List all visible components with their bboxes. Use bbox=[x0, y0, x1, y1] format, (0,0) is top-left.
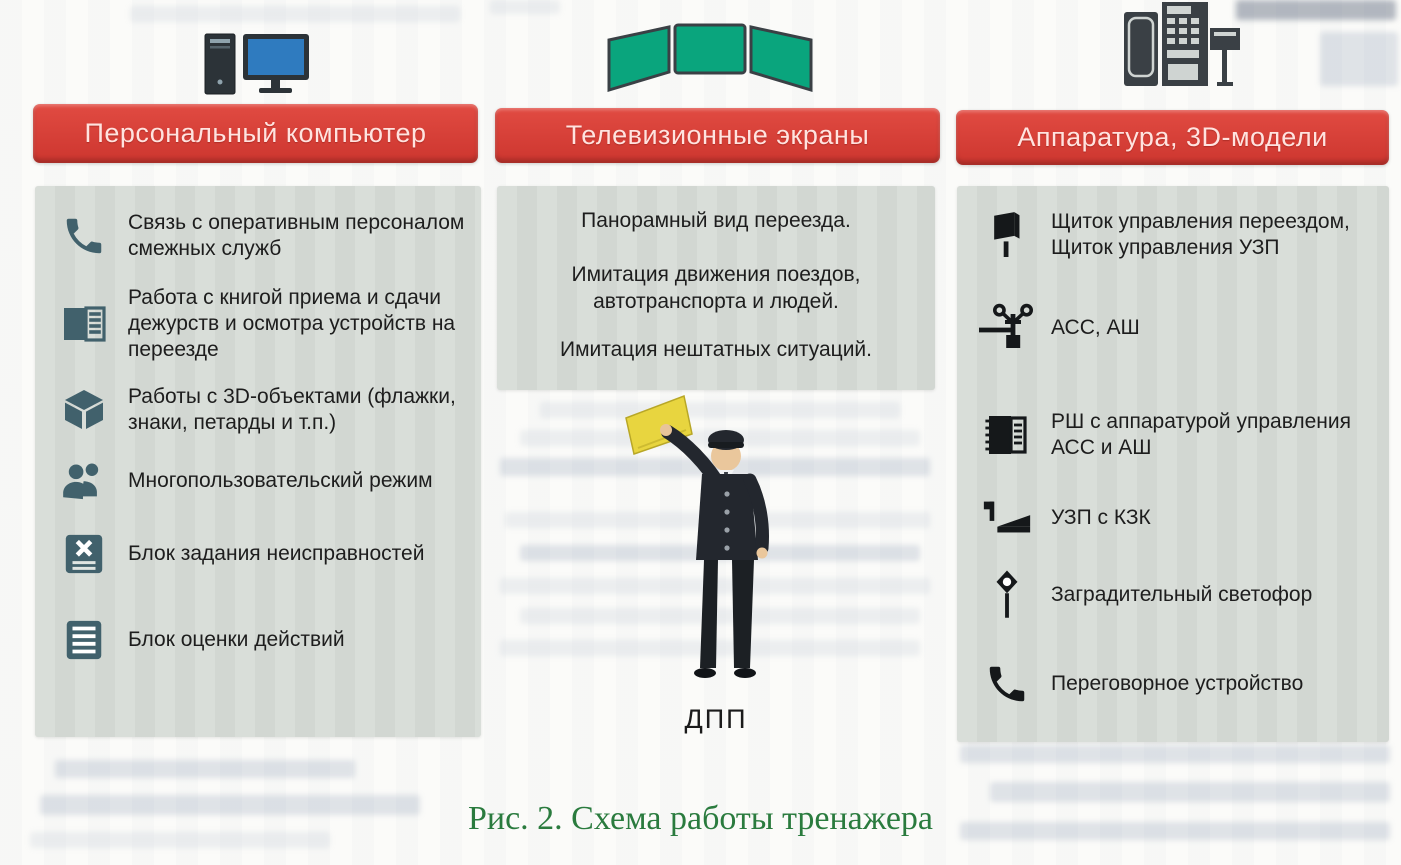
screens-feature-list bbox=[497, 208, 935, 363]
figure-caption: Рис. 2. Схема работы тренажера bbox=[467, 800, 933, 837]
item-text: Панорамный вид переезда. bbox=[581, 209, 851, 232]
column-header-hardware bbox=[956, 110, 1389, 165]
item-text: Блок оценки действий bbox=[128, 627, 345, 651]
scan-bleed-line bbox=[960, 745, 1390, 763]
scan-bleed-line bbox=[1320, 32, 1398, 86]
crossing-signal-icon bbox=[975, 303, 1039, 353]
item-text: Щиток управления переездом, Щиток управления УЗП bbox=[1051, 209, 1350, 259]
scan-bleed-line bbox=[55, 760, 355, 778]
item-text: Многопользовательский режим bbox=[128, 468, 433, 492]
item-text: АСС, АШ bbox=[1051, 315, 1140, 339]
scan-bleed-line bbox=[1236, 0, 1396, 20]
list-item bbox=[52, 280, 470, 368]
list-item bbox=[52, 606, 470, 674]
column-header-pc bbox=[33, 104, 478, 163]
intercom-icon bbox=[975, 661, 1039, 707]
column-header-screens bbox=[495, 108, 940, 163]
item-text: УЗП с КЗК bbox=[1051, 505, 1151, 529]
figure-label-dpp: ДПП bbox=[684, 704, 748, 734]
column-title: Аппаратура, 3D-модели bbox=[1017, 122, 1328, 152]
item-text: Работа с книгой приема и сдачи дежурств и осмотра устройств на переезде bbox=[128, 285, 456, 362]
barrier-device-icon bbox=[975, 498, 1039, 538]
item-text: Работы с 3D-объектами (флажки, знаки, петарды и т.п.) bbox=[128, 384, 456, 434]
cube-3d-icon bbox=[52, 386, 116, 434]
desktop-computer-icon bbox=[203, 30, 313, 100]
item-text: Связь с оперативным персоналом смежных служб bbox=[128, 210, 465, 260]
scan-bleed-line bbox=[490, 0, 560, 14]
equipment-racks-icon bbox=[1122, 2, 1240, 88]
logbook-icon bbox=[52, 300, 116, 348]
relay-cabinet-icon bbox=[975, 411, 1039, 459]
crossing-attendant-figure bbox=[612, 390, 824, 690]
list-item bbox=[975, 198, 1387, 272]
item-text: РШ с аппаратурой управления АСС и АШ bbox=[1051, 409, 1351, 459]
list-item bbox=[52, 520, 470, 588]
phone-handset-icon bbox=[52, 213, 116, 259]
list-item bbox=[975, 296, 1387, 360]
list-item bbox=[975, 490, 1387, 546]
item-text: Заградительный светофор bbox=[1051, 582, 1313, 606]
fault-block-icon bbox=[52, 531, 116, 577]
item-text: Переговорное устройство bbox=[1051, 671, 1304, 695]
triple-screen-icon bbox=[605, 22, 815, 94]
column-title: Телевизионные экраны bbox=[565, 120, 870, 150]
list-item bbox=[975, 562, 1387, 628]
scan-bleed-line bbox=[130, 6, 460, 22]
users-icon bbox=[52, 456, 116, 506]
scan-bleed-line bbox=[990, 782, 1390, 802]
barrier-signal-icon bbox=[975, 567, 1039, 623]
item-text: Имитация движения поездов, автотранспорта и людей. bbox=[571, 263, 861, 313]
item-text: Блок задания неисправностей bbox=[128, 541, 425, 565]
control-panel-icon bbox=[975, 209, 1039, 261]
list-item bbox=[52, 200, 470, 272]
list-item bbox=[52, 448, 470, 514]
evaluation-block-icon bbox=[52, 617, 116, 663]
list-item bbox=[975, 652, 1387, 716]
item-text: Имитация нештатных ситуаций. bbox=[559, 337, 872, 361]
list-item bbox=[52, 372, 470, 448]
column-title: Персональный компьютер bbox=[84, 118, 427, 148]
list-item bbox=[975, 400, 1387, 470]
